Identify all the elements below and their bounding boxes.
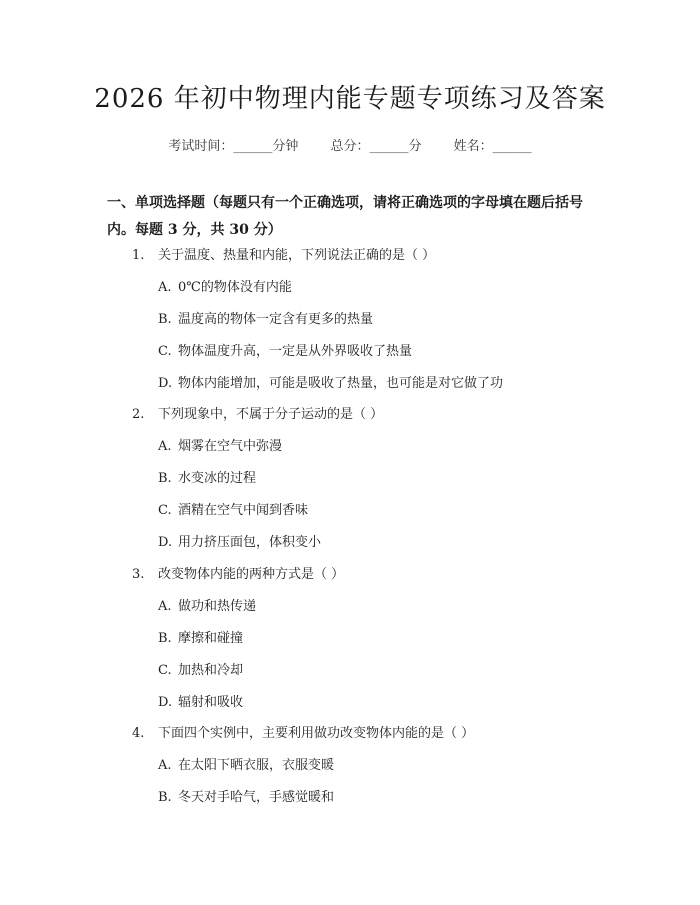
option-2b xyxy=(158,467,256,486)
option-text: 0℃的物体没有内能 xyxy=(178,280,292,295)
option-text: 摩擦和碰撞 xyxy=(178,631,244,646)
option-letter: B. xyxy=(158,471,172,486)
option-text: 物体温度升高，一定是从外界吸收了热量 xyxy=(178,344,413,359)
option-letter: A. xyxy=(158,758,172,773)
option-letter: A. xyxy=(158,439,172,454)
option-text: 做功和热传递 xyxy=(178,599,257,614)
option-text: 温度高的物体一定含有更多的热量 xyxy=(178,312,374,327)
option-letter: C. xyxy=(158,344,172,359)
option-1d xyxy=(158,372,503,391)
question-number: 3. xyxy=(132,567,145,582)
option-letter: C. xyxy=(158,663,172,678)
option-3d xyxy=(158,691,243,710)
option-letter: D. xyxy=(158,376,173,391)
option-2d xyxy=(158,531,321,550)
option-text: 物体内能增加，可能是吸收了热量，也可能是对它做了功 xyxy=(178,376,504,391)
question-number: 1. xyxy=(132,248,145,263)
question-3 xyxy=(132,563,344,582)
option-text: 在太阳下晒衣服，衣服变暖 xyxy=(178,758,335,773)
option-text: 烟雾在空气中弥漫 xyxy=(178,439,283,454)
exam-info xyxy=(0,135,700,154)
option-3a xyxy=(158,595,256,614)
question-4 xyxy=(132,722,474,741)
question-text: 改变物体内能的两种方式是（ ） xyxy=(158,567,345,582)
option-text: 酒精在空气中闻到香味 xyxy=(178,503,309,518)
option-1a xyxy=(158,276,292,295)
option-4b xyxy=(158,786,334,805)
option-1c xyxy=(158,340,412,359)
option-text: 用力挤压面包，体积变小 xyxy=(178,535,322,550)
question-text: 关于温度、热量和内能，下列说法正确的是（ ） xyxy=(158,248,436,263)
option-1b xyxy=(158,308,373,327)
student-name-field: 姓名：______ xyxy=(453,139,532,154)
option-letter: B. xyxy=(158,631,172,646)
option-letter: A. xyxy=(158,599,172,614)
section-header: 一、单项选择题（每题只有一个正确选项，请将正确选项的字母填在题后括号内。每题 3 分，共 30 分） xyxy=(107,195,583,238)
question-2 xyxy=(132,403,383,422)
exam-time-field: 考试时间：______分钟 xyxy=(168,139,299,154)
option-text: 加热和冷却 xyxy=(178,663,244,678)
total-score-field: 总分：______分 xyxy=(330,139,422,154)
option-text: 冬天对手哈气，手感觉暖和 xyxy=(178,790,335,805)
option-3b xyxy=(158,627,243,646)
option-letter: D. xyxy=(158,535,173,550)
question-1 xyxy=(132,244,435,263)
option-2a xyxy=(158,435,282,454)
question-number: 2. xyxy=(132,407,145,422)
document-title: 2026 年初中物理内能专题专项练习及答案 xyxy=(94,84,606,114)
question-number: 4. xyxy=(132,726,145,741)
question-text: 下面四个实例中，主要利用做功改变物体内能的是（ ） xyxy=(158,726,475,741)
option-3c xyxy=(158,659,243,678)
option-letter: A. xyxy=(158,280,172,295)
option-text: 辐射和吸收 xyxy=(178,695,244,710)
option-letter: B. xyxy=(158,312,172,327)
option-text: 水变冰的过程 xyxy=(178,471,257,486)
option-2c xyxy=(158,499,308,518)
option-4a xyxy=(158,754,334,773)
question-text: 下列现象中，不属于分子运动的是（ ） xyxy=(158,407,384,422)
option-letter: C. xyxy=(158,503,172,518)
option-letter: B. xyxy=(158,790,172,805)
option-letter: D. xyxy=(158,695,173,710)
